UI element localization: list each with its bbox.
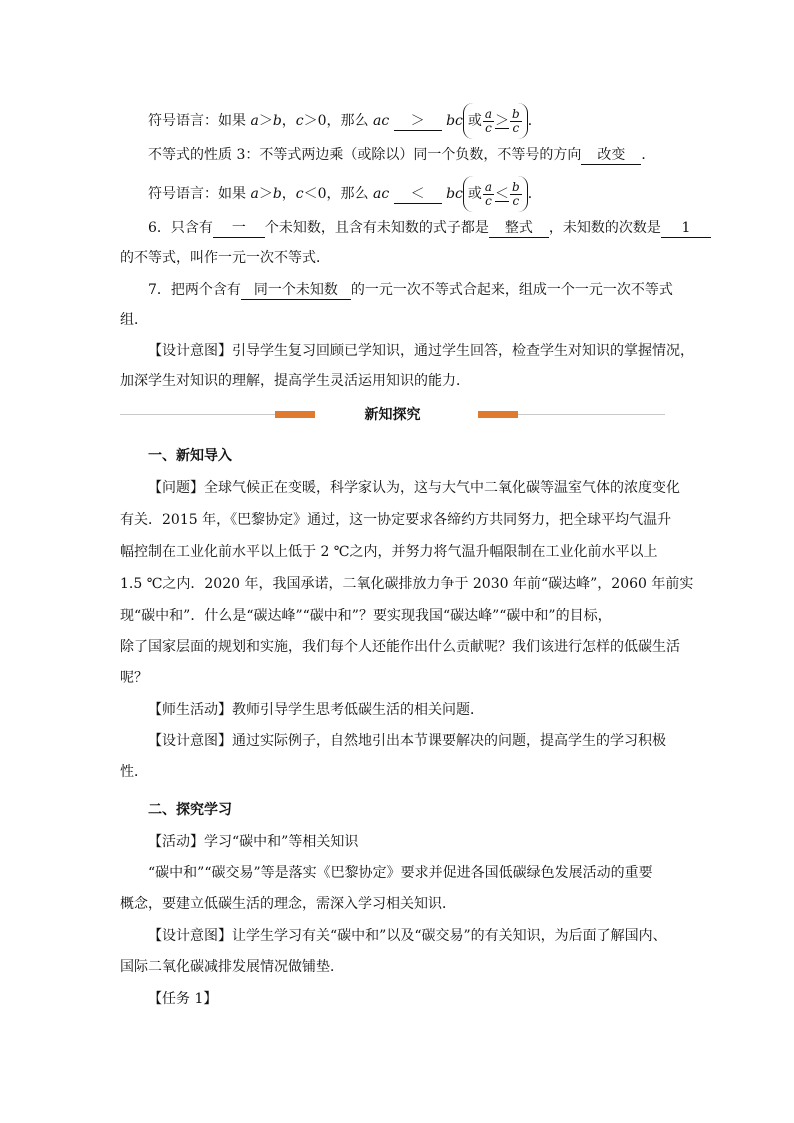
fraction-b-over-c — [510, 181, 522, 208]
rule2-answer-blank: ＞ — [394, 113, 442, 131]
item7-line1 — [148, 280, 673, 300]
var-b: b — [272, 186, 282, 202]
design-intent-3-line2: 国际二氧化碳减排发展情况做铺垫． — [120, 959, 344, 975]
expr-ac: ac — [372, 186, 390, 202]
activity-line: 【活动】学习“碳中和”等相关知识 — [148, 834, 359, 850]
design-intent-1-line1: 【设计意图】引导学生复习回顾已学知识，通过学生回答，检查学生对知识的掌握情况， — [148, 343, 694, 359]
problem-line-4: 1.5 ℃之内．2020 年，我国承诺，二氧化碳排放力争于 2030 年前“碳达峰”，2060 年前实 — [120, 576, 694, 592]
rule2-condition: ＞0，那么 — [303, 113, 373, 129]
frac-numerator: b — [512, 106, 520, 121]
var-b: b — [272, 113, 282, 129]
item6-text3: ，未知数的次数是 — [548, 220, 661, 236]
rule3-condition: ＜0，那么 — [303, 186, 373, 202]
rule3-alt-form — [463, 176, 528, 212]
design-intent-2-line2: 性． — [120, 764, 148, 780]
teacher-activity: 【师生活动】教师引导学生思考低碳生活的相关问题． — [148, 702, 484, 718]
rule3-symbolic-line — [148, 176, 542, 212]
concept-line-2: 概念，要建立低碳生活的理念，需深入学习相关知识． — [120, 896, 456, 912]
item6-answer1-blank: 一 — [213, 220, 265, 238]
task1-heading: 【任务 1】 — [148, 991, 218, 1007]
item7-text2: 的一元一次不等式合起来，组成一个一元一次不等式 — [350, 282, 673, 298]
part2-heading: 二、探究学习 — [148, 802, 232, 818]
rule3-answer-blank: ＜ — [394, 186, 442, 204]
expr-bc: bc — [446, 113, 463, 129]
rule3-prefix: 符号语言：如果 — [148, 186, 251, 202]
property3-answer-blank: 改变 — [581, 147, 641, 165]
comma: ， — [281, 113, 296, 129]
section-title: 新知探究 — [364, 407, 421, 423]
var-a: a — [250, 113, 259, 129]
period: ． — [527, 186, 542, 202]
problem-line-3: 幅控制在工业化前水平以上低于 2 ℃之内，并努力将气温升幅限制在工业化前水平以上 — [120, 544, 658, 560]
rule2-symbolic-line — [148, 103, 542, 139]
rule2-alt-form — [463, 103, 528, 139]
item6-text2: 个未知数，且含有未知数的式子都是 — [264, 220, 489, 236]
var-a: a — [250, 186, 259, 202]
item6-text1: 6．只含有 — [148, 220, 213, 236]
fraction-b-over-c — [510, 108, 522, 135]
design-intent-1-line2: 加深学生对知识的理解，提高学生灵活运用知识的能力． — [120, 373, 470, 389]
frac-denominator: c — [512, 120, 520, 135]
frac-numerator: b — [512, 179, 520, 194]
design-intent-3-line1: 【设计意图】让学生学习有关“碳中和”以及“碳交易”的有关知识，为后面了解国内、 — [148, 928, 667, 944]
gt-sign: ＞ — [258, 113, 273, 129]
item6-answer2-blank: 整式 — [489, 220, 549, 238]
or-label: 或 — [467, 113, 482, 129]
frac-denominator: c — [485, 193, 492, 208]
fraction-a-over-c — [483, 108, 494, 135]
problem-line-6: 除了国家层面的规划和实施，我们每个人还能作出什么贡献呢？我们该进行怎样的低碳生活 — [120, 639, 680, 655]
item7-answer-blank: 同一个未知数 — [241, 282, 351, 300]
var-c: c — [295, 186, 304, 202]
fraction-a-over-c — [483, 181, 494, 208]
section-divider — [120, 405, 665, 425]
problem-line-1: 【问题】全球气候正在变暖，科学家认为，这与大气中二氧化碳等温室气体的浓度变化 — [148, 480, 680, 496]
problem-line-5: 现“碳中和”．什么是“碳达峰”“碳中和”？要实现我国“碳达峰”“碳中和”的目标， — [120, 608, 612, 624]
period: ． — [527, 113, 542, 129]
item6-line1 — [148, 218, 711, 238]
var-c: c — [295, 113, 304, 129]
concept-line-1: “碳中和”“碳交易”等是落实《巴黎协定》要求并促进各国低碳绿色发展活动的重要 — [148, 865, 653, 881]
rule2-frac-compare: ＞ — [495, 112, 510, 129]
comma: ， — [281, 186, 296, 202]
frac-denominator: c — [512, 193, 520, 208]
problem-line-7: 呢？ — [120, 670, 148, 686]
item7-text1: 7．把两个含有 — [148, 282, 241, 298]
frac-numerator: a — [484, 106, 493, 121]
expr-ac: ac — [372, 113, 390, 129]
problem-line-2: 有关．2015 年，《巴黎协定》通过，这一协定要求各缔约方共同努力，把全球平均气温升 — [120, 512, 672, 528]
period: ． — [641, 147, 656, 163]
item6-answer3-blank: 1 — [661, 220, 711, 238]
item7-line2: 组． — [120, 312, 148, 328]
item6-line2: 的不等式，叫作一元一次不等式． — [120, 250, 330, 266]
gt-sign: ＞ — [258, 186, 273, 202]
property3-text: 不等式的性质 3：不等式两边乘（或除以）同一个负数，不等号的方向 — [148, 147, 582, 163]
property3-line — [148, 145, 655, 165]
expr-bc: bc — [446, 186, 463, 202]
rule2-prefix: 符号语言：如果 — [148, 113, 251, 129]
design-intent-2-line1: 【设计意图】通过实际例子，自然地引出本节课要解决的问题，提高学生的学习积极 — [148, 733, 666, 749]
or-label: 或 — [467, 186, 482, 202]
frac-denominator: c — [485, 120, 492, 135]
frac-numerator: a — [484, 179, 493, 194]
part1-heading: 一、新知导入 — [148, 448, 232, 464]
rule3-frac-compare: ＜ — [495, 185, 510, 202]
